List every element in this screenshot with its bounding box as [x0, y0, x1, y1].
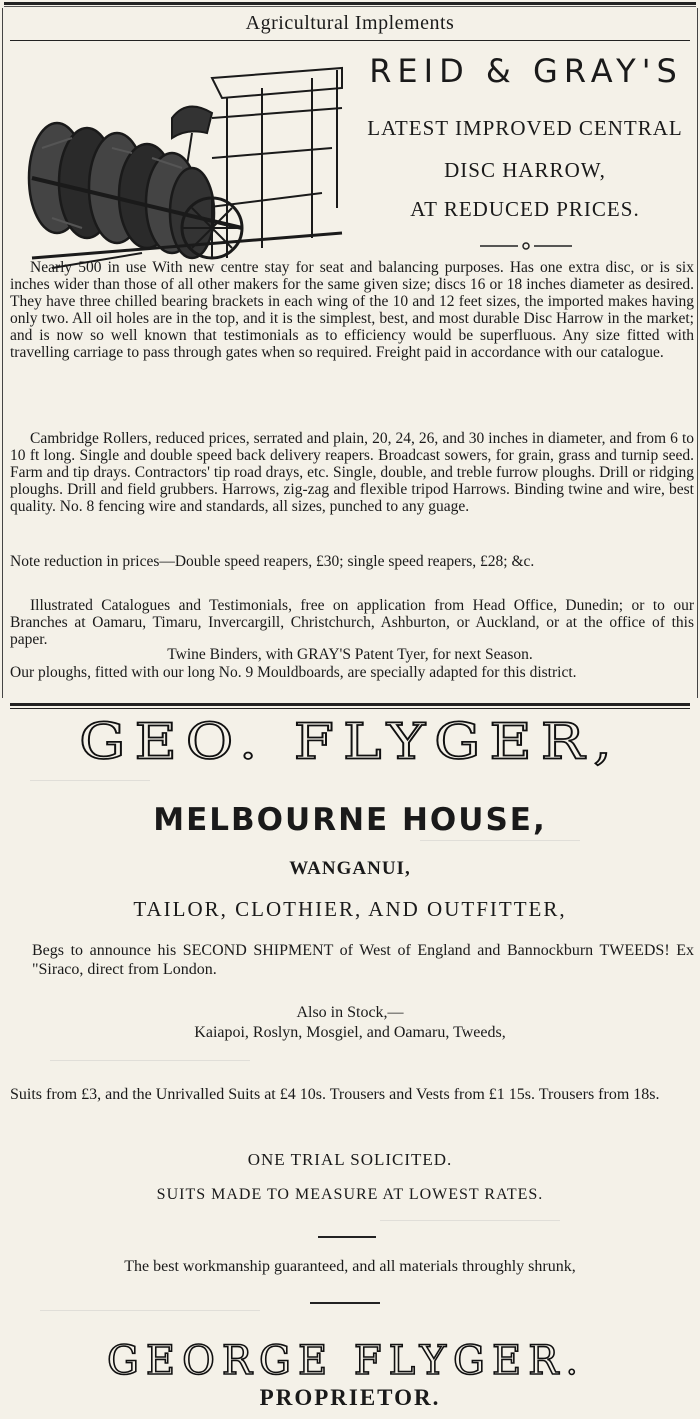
title-underline [10, 40, 690, 41]
ink-bleed [380, 1220, 560, 1221]
product-line-3: AT REDUCED PRICES. [410, 197, 640, 221]
flyger-headline [0, 705, 700, 773]
twine-binders-note: Twine Binders, with GRAY'S Patent Tyer, for next Season. [167, 646, 533, 663]
ink-bleed [30, 780, 150, 781]
signature-headline-text: GEORGE FLYGER. [106, 1338, 586, 1384]
suit-prices: Suits from £3, and the Unrivalled Suits at £4 10s. Trousers and Vests from £1 15s. Trousers from 18s. [10, 1086, 660, 1103]
product-line-2: DISC HARROW, [444, 158, 606, 182]
brand-heading: REID & GRAY'S [369, 52, 683, 90]
short-divider-2 [310, 1302, 380, 1304]
top-border-rule-thin [4, 6, 696, 7]
workmanship-note: The best workmanship guaranteed, and all materials throughly shrunk, [124, 1258, 576, 1275]
right-border-rule [697, 8, 698, 698]
section-title: Agricultural Implements [245, 12, 455, 34]
ornament-divider [478, 238, 574, 254]
melbourne-house-heading: MELBOURNE HOUSE, [153, 802, 547, 838]
implements-list [10, 430, 694, 515]
proprietor-label: PROPRIETOR. [259, 1385, 441, 1410]
made-to-measure: SUITS MADE TO MEASURE AT LOWEST RATES. [156, 1186, 544, 1203]
town-name: WANGANUI, [289, 858, 411, 879]
left-border-rule [2, 8, 3, 698]
disc-harrow-illustration [12, 58, 352, 278]
harrow-description-text: Nearly 500 in use With new centre stay for seat and balancing purposes. Has one extra disc, or is six inches wider than those of all other makers for the same given size; discs 16 or 18 inches diameter as desired. They have three chilled bearing brackets in each wing of the 10 and 12 feet sizes, the imported makes having only two. All oil holes are in the top, and it is the simplest, best, and most durable Disc Harrow in the market; and is now so well known that testimonials as to efficiency would be superfluous. Any size fitted with travelling carriage to pass through gates when so required. Freight paid in accordance with our catalogue. [10, 259, 694, 361]
trial-solicited: ONE TRIAL SOLICITED. [247, 1150, 453, 1169]
signature-headline [0, 1334, 700, 1384]
price-reduction-note: Note reduction in prices—Double speed reapers, £30; single speed reapers, £28; &c. [10, 553, 535, 570]
ink-bleed [40, 1310, 260, 1311]
ink-bleed [420, 840, 580, 841]
stock-heading: Also in Stock,— [296, 1004, 404, 1021]
top-border-rule [4, 2, 696, 5]
tweed-list: Kaiapoi, Roslyn, Mosgiel, and Oamaru, Tweeds, [194, 1024, 506, 1041]
trade-line: TAILOR, CLOTHIER, AND OUTFITTER, [133, 897, 567, 921]
harrow-description [10, 259, 694, 361]
shipment-announcement: Begs to announce his SECOND SHIPMENT of West of England and Bannockburn TWEEDS! Ex "Siraco, direct from London. [32, 942, 694, 978]
ink-bleed [50, 1060, 250, 1061]
flyger-headline-text: GEO. FLYGER, [79, 712, 621, 771]
implements-list-text: Cambridge Rollers, reduced prices, serrated and plain, 20, 24, 26, and 30 inches in diameter, and from 6 to 10 ft long. Single and double speed back delivery reapers. Broadcast sowers, for grain, grass and turnip seed. Farm and tip drays. Contractors' tip road drays, etc. Single, double, and treble furrow ploughs. Drill or ridging ploughs. Drill and field grubbers. Harrows, zig-zag and flexible tripod Harrows. Binding twine and wire, best quality. No. 8 fencing wire and standards, all sizes, punched to any guage. [10, 430, 694, 515]
product-line-1: LATEST IMPROVED CENTRAL [367, 116, 683, 140]
short-divider-1 [318, 1236, 376, 1238]
catalogue-notice-text: Illustrated Catalogues and Testimonials, free on application from Head Office, Dunedin; or to our Branches at Oamaru, Timaru, Invercargill, Christchurch, Ashburton, or Auckland, or at the office of this paper. [10, 597, 694, 648]
ploughs-note: Our ploughs, fitted with our long No. 9 Mouldboards, are specially adapted for this district. [10, 664, 577, 681]
catalogue-notice [10, 597, 694, 648]
